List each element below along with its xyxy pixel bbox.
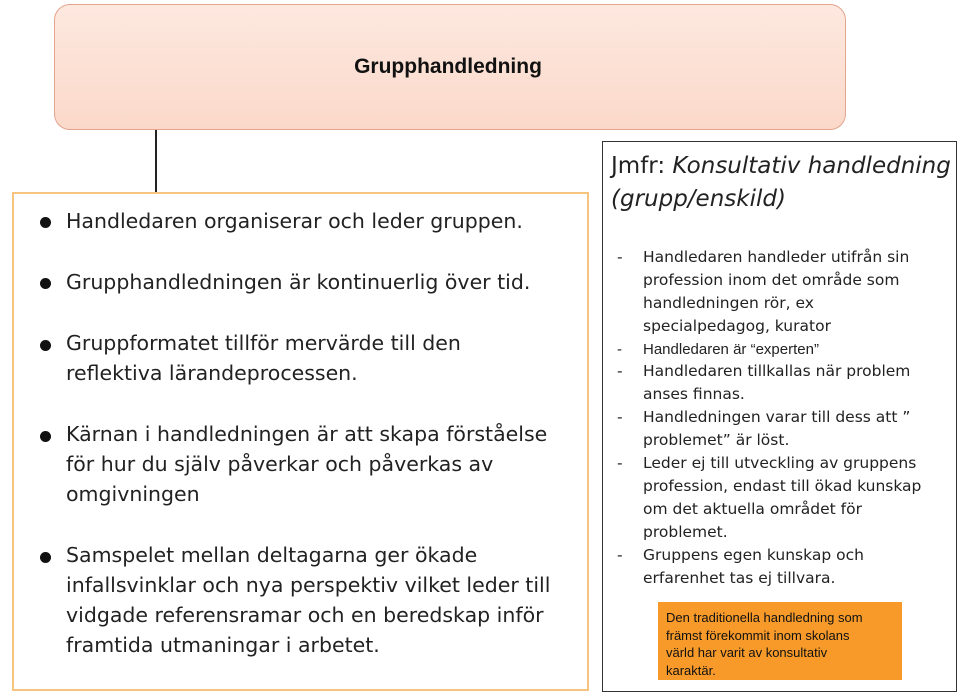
- item-line: profession, endast till ökad kunskap: [643, 477, 922, 495]
- item-line: specialpedagog, kurator: [643, 317, 831, 335]
- note-line: främst förekommit inom skolans: [666, 627, 850, 643]
- title-box: [54, 4, 846, 130]
- bullet-line: Grupphandledningen är kontinuerlig över tid.: [66, 270, 531, 294]
- heading-italic: (grupp/enskild): [611, 186, 786, 212]
- note-line: värld har varit av konsultativ: [666, 645, 828, 660]
- bullet-line: framtida utmaningar i arbetet.: [66, 633, 380, 657]
- bullet-line: omgivningen: [66, 482, 200, 506]
- item-line: Handledaren är “experten”: [643, 341, 819, 358]
- bullet-5: [66, 540, 550, 660]
- item-line: om det aktuella området för: [643, 500, 862, 518]
- bullet-line: för hur du själv påverkar och påverkas av: [66, 452, 494, 476]
- bullet-line: infallsvinklar och nya perspektiv vilket leder till: [66, 573, 551, 597]
- bullet-4: [66, 419, 547, 509]
- connector-line: [155, 130, 157, 194]
- bullet-2: [66, 267, 530, 297]
- item-line: Gruppens egen kunskap och: [643, 546, 864, 564]
- heading-prefix: Jmfr:: [611, 153, 673, 179]
- dash: -: [617, 341, 622, 358]
- comparison-box: [602, 141, 957, 692]
- bullet-1: [66, 206, 523, 236]
- item-line: profession inom det område som: [643, 271, 900, 289]
- note-line: Den traditionella handledning som: [666, 610, 863, 625]
- item-line: Handledaren tillkallas när problem: [643, 362, 911, 380]
- bullet-line: Kärnan i handledningen är att skapa förståelse: [66, 422, 548, 446]
- dash: -: [617, 546, 623, 564]
- bullet-line: reflektiva lärandeprocessen.: [66, 361, 358, 385]
- heading-italic: Konsultativ handledning: [672, 153, 951, 179]
- left-content-box: [12, 192, 589, 691]
- note-line: karaktär.: [666, 662, 716, 678]
- dash: -: [617, 362, 623, 380]
- item-line: erfarenhet tas ej tillvara.: [643, 569, 836, 587]
- bullet-icon: [40, 340, 51, 351]
- bullet-line: Handledaren organiserar och leder gruppen.: [66, 209, 523, 233]
- item-line: problemet.: [643, 523, 728, 541]
- item-line: problemet” är löst.: [643, 431, 790, 449]
- bullet-line: Samspelet mellan deltagarna ger ökade: [66, 543, 478, 567]
- item-line: anses finnas.: [643, 385, 745, 403]
- item-line: Handledningen varar till dess att ”: [643, 408, 911, 426]
- bullet-icon: [40, 217, 51, 228]
- bullet-line: vidgade referensramar och en beredskap inför: [66, 603, 544, 627]
- bullet-line: Gruppformatet tillför mervärde till den: [66, 331, 461, 355]
- bullet-icon: [40, 431, 51, 442]
- item-line: Handledaren handleder utifrån sin: [643, 248, 910, 266]
- dash: -: [617, 454, 623, 472]
- bullet-3: [66, 328, 461, 388]
- dash: -: [617, 408, 623, 426]
- comparison-heading: [611, 150, 951, 216]
- note-box: [658, 602, 902, 680]
- bullet-icon: [40, 278, 51, 289]
- item-line: Leder ej till utveckling av gruppens: [643, 454, 917, 472]
- bullet-icon: [40, 552, 51, 563]
- page-title: Grupphandledning: [354, 55, 542, 78]
- item-line: handledningen rör, ex: [643, 294, 814, 312]
- dash: -: [617, 248, 623, 266]
